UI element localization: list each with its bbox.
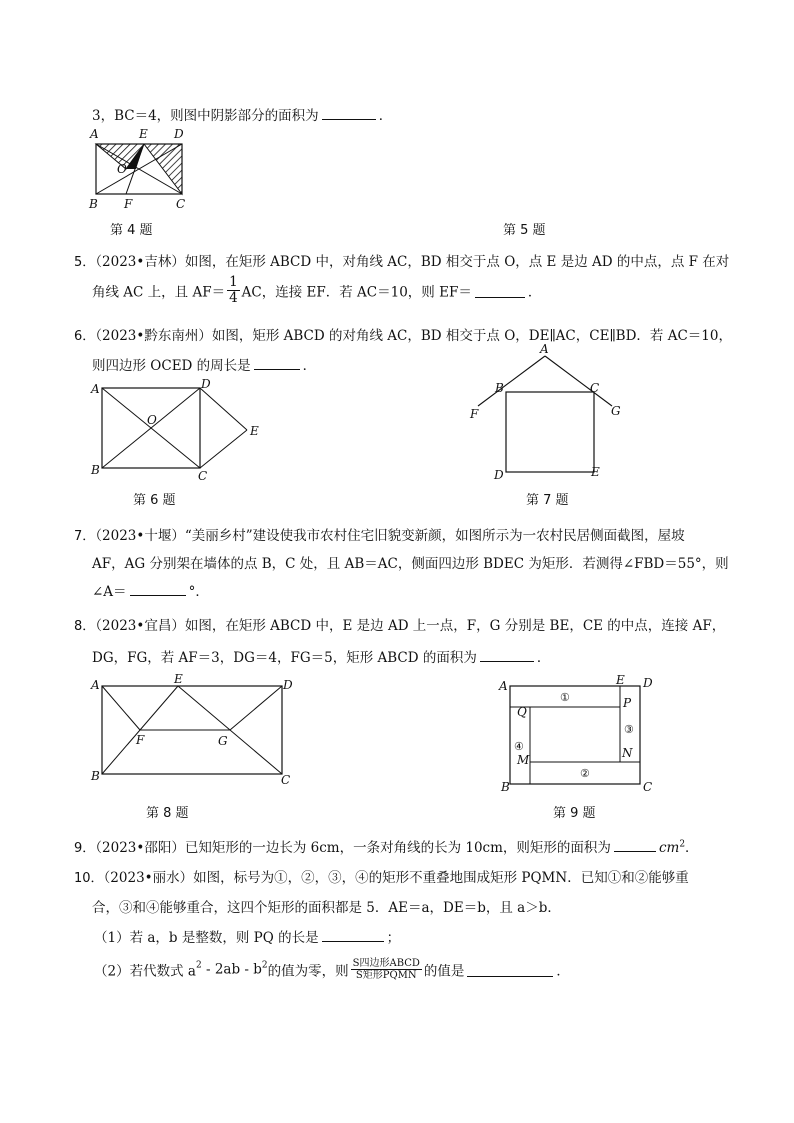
fig9-label-p: P bbox=[623, 696, 632, 710]
fig7-roof-af bbox=[478, 356, 545, 406]
fig7-label-d: D bbox=[494, 468, 504, 482]
fig9-label-b: B bbox=[501, 780, 510, 794]
fig4-label-c: C bbox=[176, 197, 186, 211]
q5-frac-den: 4 bbox=[229, 289, 238, 306]
fig7-label-e: E bbox=[591, 465, 600, 479]
q9-line1 bbox=[74, 836, 699, 856]
q9-unit-sup: 2 bbox=[679, 839, 686, 850]
q6-line2-text: 则四边形 OCED 的周长是 bbox=[92, 358, 251, 374]
q10-line2 bbox=[92, 896, 561, 916]
fig4-label-d: D bbox=[174, 127, 184, 141]
fig8-label-g: G bbox=[218, 734, 228, 748]
fig9-label-n: N bbox=[622, 746, 633, 760]
q10-sub2-c: 的值为零，则 bbox=[267, 963, 349, 980]
q9-answer-blank[interactable] bbox=[614, 837, 656, 852]
q4-answer-blank[interactable] bbox=[322, 105, 376, 120]
q10-fraction bbox=[351, 958, 422, 981]
q8-line2 bbox=[92, 646, 550, 666]
q7-line1 bbox=[74, 524, 685, 544]
q9-line1-text: （2023•邵阳）已知矩形的一边长为 6cm，一条对角线的长为 10cm，则矩形的面积为 bbox=[95, 840, 611, 856]
q8-answer-blank[interactable] bbox=[480, 647, 534, 662]
fig4-label-e: E bbox=[139, 127, 148, 141]
fig9-circled-1: ① bbox=[560, 691, 570, 704]
q5-line2-a: 角线 AC 上，且 AF＝ bbox=[92, 284, 226, 301]
q10-frac-num: S四边形ABCD bbox=[352, 958, 420, 969]
fig5-caption: 第 5 题 bbox=[503, 223, 546, 238]
fig4-shaded-right bbox=[144, 144, 182, 194]
fig8-label-b: B bbox=[91, 769, 100, 783]
q9-unit: cm bbox=[658, 840, 680, 856]
fig7-wall-rectangle bbox=[506, 392, 594, 472]
q6-answer-blank[interactable] bbox=[254, 355, 300, 370]
fig9-circled-4: ④ bbox=[514, 740, 524, 753]
fig6-label-a: A bbox=[91, 382, 100, 396]
fig8-label-d: D bbox=[283, 678, 293, 692]
fig8-line-af bbox=[102, 686, 140, 730]
fig7-roof-ag bbox=[545, 356, 612, 406]
figure-8 bbox=[88, 674, 298, 789]
figure-7 bbox=[466, 342, 626, 482]
q6-line1 bbox=[74, 324, 732, 344]
q10-sub1 bbox=[94, 926, 400, 946]
fig7-label-a: A bbox=[540, 342, 549, 356]
fig6-label-b: B bbox=[91, 463, 100, 477]
q7-line3 bbox=[92, 580, 209, 600]
fig4-label-a: A bbox=[90, 127, 99, 141]
fig4-label-b: B bbox=[89, 197, 98, 211]
fig7-label-f: F bbox=[470, 407, 479, 421]
q10-sub2 bbox=[94, 958, 570, 981]
q7-number: 7． bbox=[74, 529, 96, 544]
fig6-label-c: C bbox=[198, 469, 208, 483]
q7-line2 bbox=[92, 552, 729, 572]
q5-number: 5． bbox=[74, 255, 96, 270]
q10-sub2-a: （2）若代数式 a bbox=[94, 963, 196, 980]
fig6-line-ce bbox=[200, 430, 247, 468]
fig6-label-o: O bbox=[147, 413, 157, 427]
q5-fraction bbox=[227, 275, 240, 306]
fig6-label-d: D bbox=[201, 377, 211, 391]
q7-line3-b: °． bbox=[188, 584, 209, 600]
q6-line2-end: ． bbox=[302, 358, 317, 374]
q8-line2-end: ． bbox=[536, 650, 551, 666]
fig9-label-m: M bbox=[517, 753, 530, 767]
q10-sub2-sup2: 2 bbox=[261, 960, 268, 971]
q7-line1-text: （2023•十堰）“美丽乡村”建设使我市农村住宅旧貌变新颜，如图所示为一农村民居侧面截图，屋坡 bbox=[95, 528, 685, 544]
q5-line2-b: AC，连接 EF．若 AC＝10，则 EF＝ bbox=[241, 284, 472, 301]
figure-9 bbox=[496, 674, 666, 794]
q10-line1 bbox=[74, 866, 689, 886]
q10-sub2-answer-blank[interactable] bbox=[467, 962, 553, 977]
q10-line1-text: （2023•丽水）如图，标号为①，②，③，④的矩形不重叠地围成矩形 PQMN．已知①和②能够重 bbox=[103, 870, 689, 886]
q7-answer-blank[interactable] bbox=[130, 581, 186, 596]
q8-line1-text: （2023•宜昌）如图，在矩形 ABCD 中，E 是边 AD 上一点，F，G 分别是 BE，CE 的中点，连接 AF， bbox=[95, 618, 726, 634]
fig8-label-f: F bbox=[136, 733, 145, 747]
figure-6 bbox=[88, 378, 268, 483]
fig9-label-a: A bbox=[499, 679, 508, 693]
q9-end: ． bbox=[685, 840, 699, 856]
q6-line2 bbox=[92, 354, 316, 374]
fig9-circled-3: ③ bbox=[624, 723, 634, 736]
fig8-label-a: A bbox=[91, 678, 100, 692]
fig7-label-g: G bbox=[611, 404, 621, 418]
fig6-caption: 第 6 题 bbox=[133, 493, 176, 508]
q5-line1-text: （2023•吉林）如图，在矩形 ABCD 中，对角线 AC，BD 相交于点 O，点 E 是边 AD 的中点，点 F 在对 bbox=[95, 254, 730, 270]
q10-frac-den: S矩形PQMN bbox=[355, 970, 417, 981]
q5-frac-num: 1 bbox=[229, 274, 238, 290]
fig9-label-q: Q bbox=[517, 705, 527, 719]
fig8-label-c: C bbox=[281, 773, 291, 787]
q7-line2-text: AF，AG 分别架在墙体的点 B，C 处，且 AB＝AC，侧面四边形 BDEC 为矩形．若测得∠FBD＝55°，则 bbox=[92, 556, 729, 572]
fig8-label-e: E bbox=[174, 672, 183, 686]
fig9-label-d: D bbox=[643, 676, 653, 690]
q6-line1-text: （2023•黔东南州）如图，矩形 ABCD 的对角线 AC，BD 相交于点 O，DE∥AC，CE∥BD．若 AC＝10， bbox=[95, 328, 732, 344]
fig8-caption: 第 8 题 bbox=[146, 806, 189, 821]
q7-line3-a: ∠A＝ bbox=[92, 584, 127, 600]
fig7-label-b: B bbox=[495, 381, 504, 395]
fig4-label-o: O bbox=[117, 162, 127, 176]
fig9-label-e: E bbox=[616, 673, 625, 687]
fig9-label-c: C bbox=[643, 780, 653, 794]
fig4-caption: 第 4 题 bbox=[110, 223, 153, 238]
q5-line2 bbox=[92, 275, 541, 306]
figure-4 bbox=[86, 124, 196, 214]
fig6-line-de bbox=[200, 388, 247, 430]
q5-line2-end: ． bbox=[527, 284, 542, 301]
fig7-label-c: C bbox=[590, 381, 600, 395]
q10-sub1-answer-blank[interactable] bbox=[322, 927, 384, 942]
q8-number: 8． bbox=[74, 619, 96, 634]
q10-sub2-sup1: 2 bbox=[195, 960, 202, 971]
q8-line2-text: DG，FG，若 AF＝3，DG＝4，FG＝5，矩形 ABCD 的面积为 bbox=[92, 650, 477, 666]
q10-sub2-b: - 2ab - b bbox=[201, 961, 262, 978]
fig7-caption: 第 7 题 bbox=[526, 493, 569, 508]
q10-sub1-text: （1）若 a，b 是整数，则 PQ 的长是 bbox=[94, 930, 319, 946]
q9-number: 9． bbox=[74, 841, 96, 856]
fig8-line-dg bbox=[230, 686, 282, 730]
q10-number: 10． bbox=[74, 871, 104, 886]
q4-tail-text: 3，BC＝4，则图中阴影部分的面积为 bbox=[92, 108, 319, 124]
q10-sub2-d: 的值是 bbox=[423, 963, 465, 980]
q8-line1 bbox=[74, 614, 725, 634]
fig4-label-f: F bbox=[124, 197, 133, 211]
q5-answer-blank[interactable] bbox=[475, 283, 525, 298]
q10-sub2-end: ． bbox=[556, 963, 570, 980]
q10-line2-text: 合，③和④能够重合，这四个矩形的面积都是 5．AE＝a，DE＝b，且 a＞b． bbox=[92, 900, 561, 916]
fig9-circled-2: ② bbox=[580, 767, 590, 780]
q6-number: 6． bbox=[74, 329, 96, 344]
fig9-caption: 第 9 题 bbox=[553, 806, 596, 821]
q4-tail-line: 3，BC＝4，则图中阴影部分的面积为 ． bbox=[92, 104, 392, 124]
q5-line1 bbox=[74, 250, 729, 270]
q10-sub1-end: ； bbox=[386, 930, 401, 946]
fig6-label-e: E bbox=[250, 424, 259, 438]
